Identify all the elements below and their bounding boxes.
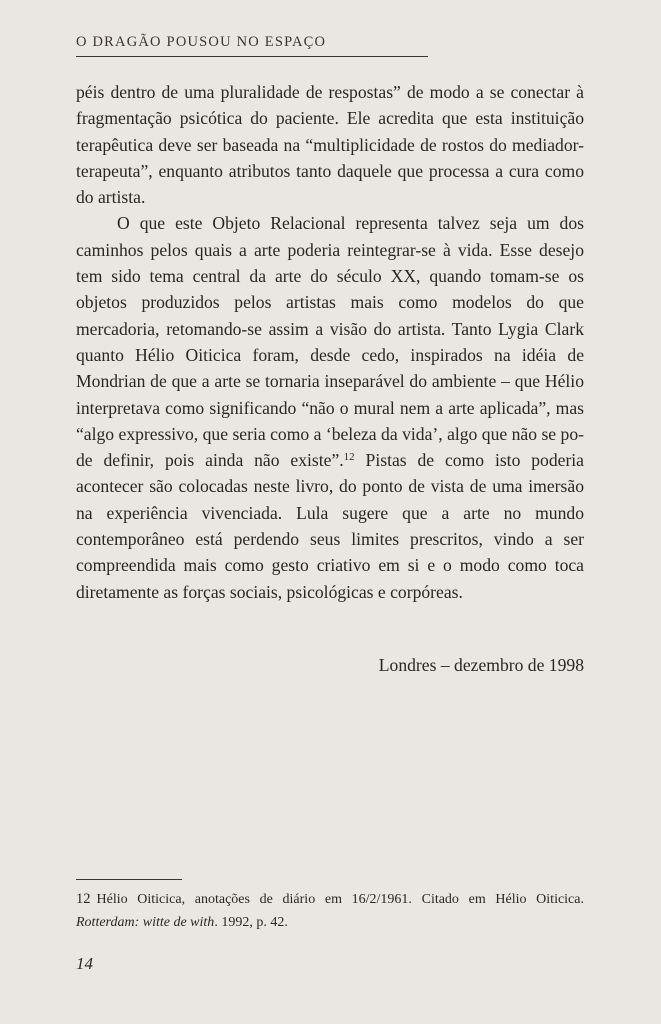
footnote <box>76 888 584 934</box>
footnote-text-end: . 1992, p. 42. <box>214 915 288 930</box>
page-number: 14 <box>76 954 93 973</box>
paragraph-2-part-2: Pistas de como isto poderia acontecer são colocadas neste livro, do ponto de vista de uma imersão na experiência vivenciada. Lula sugere que a arte no mundo contemporâneo está perdendo seus limites prescritos, vindo a ser compreendida mais como gesto criativo em si e o modo como toca diretamente as forças sociais, psicológicas e corpóreas. <box>76 450 584 602</box>
footnote-text: Hélio Oiticica, anotações de diário em 16/2/1961. Citado em Hélio Oiticica. <box>96 892 584 907</box>
paragraph-2-part-1: O que este Objeto Relacional representa talvez seja um dos caminhos pelos quais a arte poderia reintegrar-se à vida. Esse desejo tem sido tema central da arte do século XX, quando tomam-se os objetos produzidos pelos artistas mais como modelos do que mercadoria, retomando-se assim a visão do artista. Tanto Lygia Clark quanto Hélio Oiticica foram, desde cedo, inspirados na idéia de Mondrian de que a arte se tornaria inseparável do ambiente – que Hélio interpretava como significando “não o mural nem a arte aplicada”, mas “algo expressivo, que seria como a ‘beleza da vida’, algo que não se pode definir, pois ainda não existe”. <box>76 213 584 471</box>
signoff-place-date: Londres – dezembro de 1998 <box>378 655 584 675</box>
paragraph-2 <box>76 210 584 604</box>
paragraph-1: péis dentro de uma pluralidade de respostas” de modo a se conectar à fragmentação psicótica do paciente. Ele acredita que esta instituição terapêutica deve ser baseada na “multiplicidade de rostos do mediador-terapeuta”, enquanto atributos tanto daquele que processa a cura como do artista. <box>76 82 584 208</box>
body-text <box>76 79 584 605</box>
footnote-source: Rotterdam: witte de with <box>76 915 215 930</box>
running-head: O DRAGÃO POUSOU NO ESPAÇO <box>76 34 327 50</box>
header-rule <box>76 56 428 57</box>
footnote-number: 12 <box>76 891 91 907</box>
footnote-reference[interactable]: 12 <box>343 451 355 464</box>
footnote-rule <box>76 879 182 880</box>
